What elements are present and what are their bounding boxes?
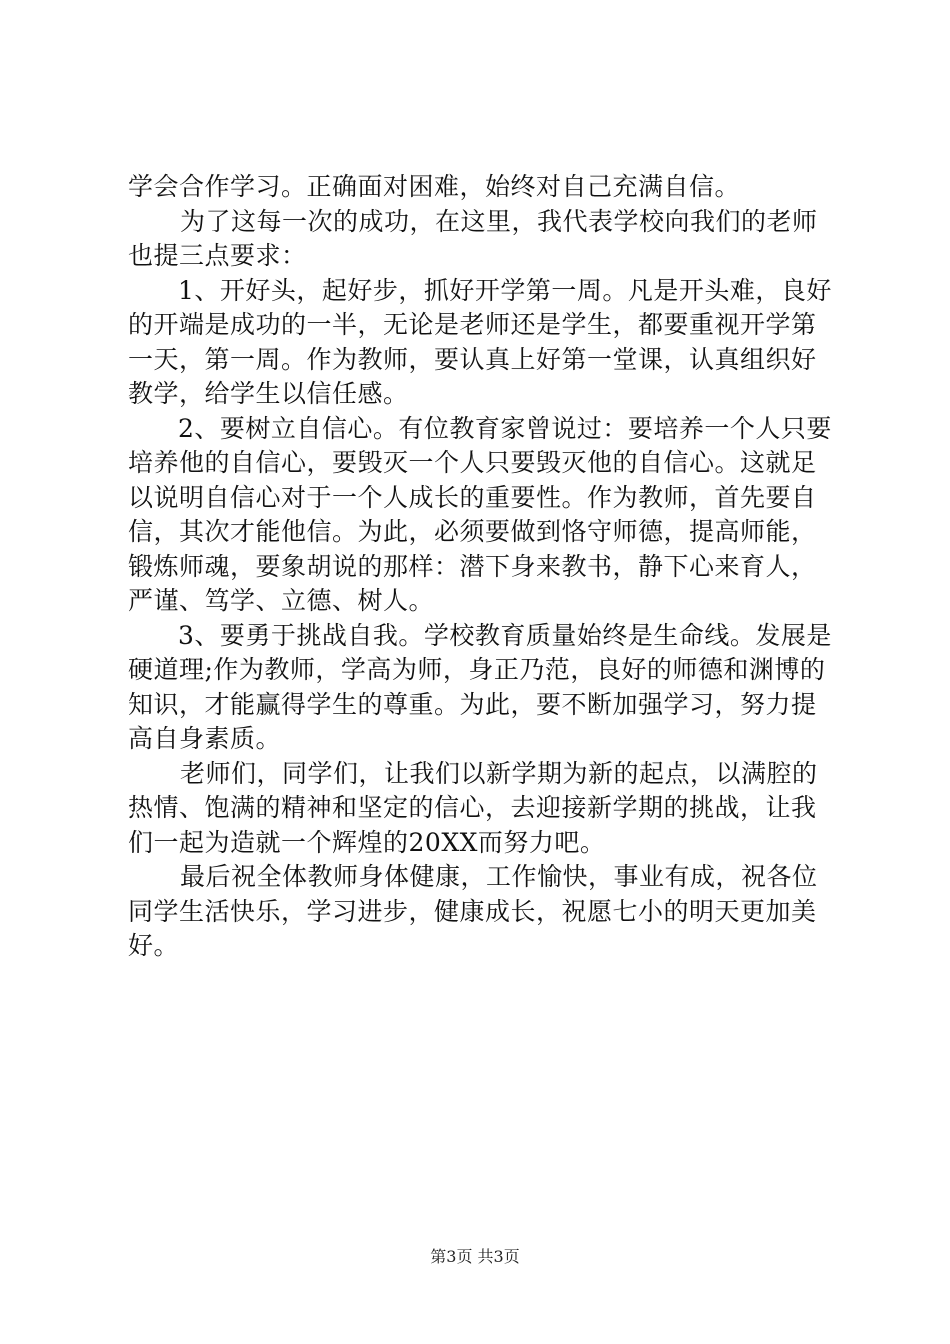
text-line: 信，其次才能他信。为此，必须要做到恪守师德，提高师能， bbox=[128, 517, 817, 546]
text-line: 培养他的自信心，要毁灭一个人只要毁灭他的自信心。这就足 bbox=[128, 448, 817, 477]
text-line: 为了这每一次的成功，在这里，我代表学校向我们的老师 bbox=[180, 206, 818, 236]
text-line: 学会合作学习。正确面对困难，始终对自己充满自信。 bbox=[128, 172, 741, 201]
text-line: 2、要树立自信心。有位教育家曾说过：要培养一个人只要 bbox=[178, 413, 832, 443]
text-line: 同学生活快乐，学习进步，健康成长，祝愿七小的明天更加美 bbox=[128, 896, 817, 926]
document-body bbox=[128, 170, 832, 964]
page-number-label: 第3页 共3页 bbox=[430, 1247, 520, 1266]
text-line: 3、要勇于挑战自我。学校教育质量始终是生命线。发展是 bbox=[178, 620, 832, 650]
text-line: 的开端是成功的一半，无论是老师还是学生，都要重视开学第 bbox=[128, 310, 817, 339]
text-line: 锻炼师魂，要象胡说的那样：潜下身来教书，静下心来育人， bbox=[128, 551, 817, 581]
text-line: 严谨、笃学、立德、树人。 bbox=[128, 586, 435, 615]
text-line: 好。 bbox=[128, 931, 180, 960]
text-line: 以说明自信心对于一个人成长的重要性。作为教师，首先要自 bbox=[128, 482, 817, 512]
text-line: 硬道理;作为教师，学高为师，身正乃范，良好的师德和渊博的 bbox=[128, 655, 826, 684]
text-line: 教学，给学生以信任感。 bbox=[128, 379, 409, 408]
page-footer bbox=[0, 1244, 950, 1267]
text-line: 们一起为造就一个辉煌的20XX而努力吧。 bbox=[128, 827, 606, 857]
text-line: 高自身素质。 bbox=[128, 724, 282, 753]
text-line: 热情、饱满的精神和坚定的信心，去迎接新学期的挑战，让我 bbox=[128, 793, 817, 822]
text-line: 一天，第一周。作为教师，要认真上好第一堂课，认真组织好 bbox=[128, 344, 817, 374]
text-line: 1、开好头，起好步，抓好开学第一周。凡是开头难，良好 bbox=[178, 275, 832, 305]
text-line: 也提三点要求： bbox=[128, 241, 307, 270]
text-line: 老师们，同学们，让我们以新学期为新的起点，以满腔的 bbox=[180, 758, 818, 788]
text-line: 最后祝全体教师身体健康，工作愉快，事业有成，祝各位 bbox=[180, 862, 818, 891]
text-line: 知识，才能赢得学生的尊重。为此，要不断加强学习，努力提 bbox=[128, 689, 817, 719]
